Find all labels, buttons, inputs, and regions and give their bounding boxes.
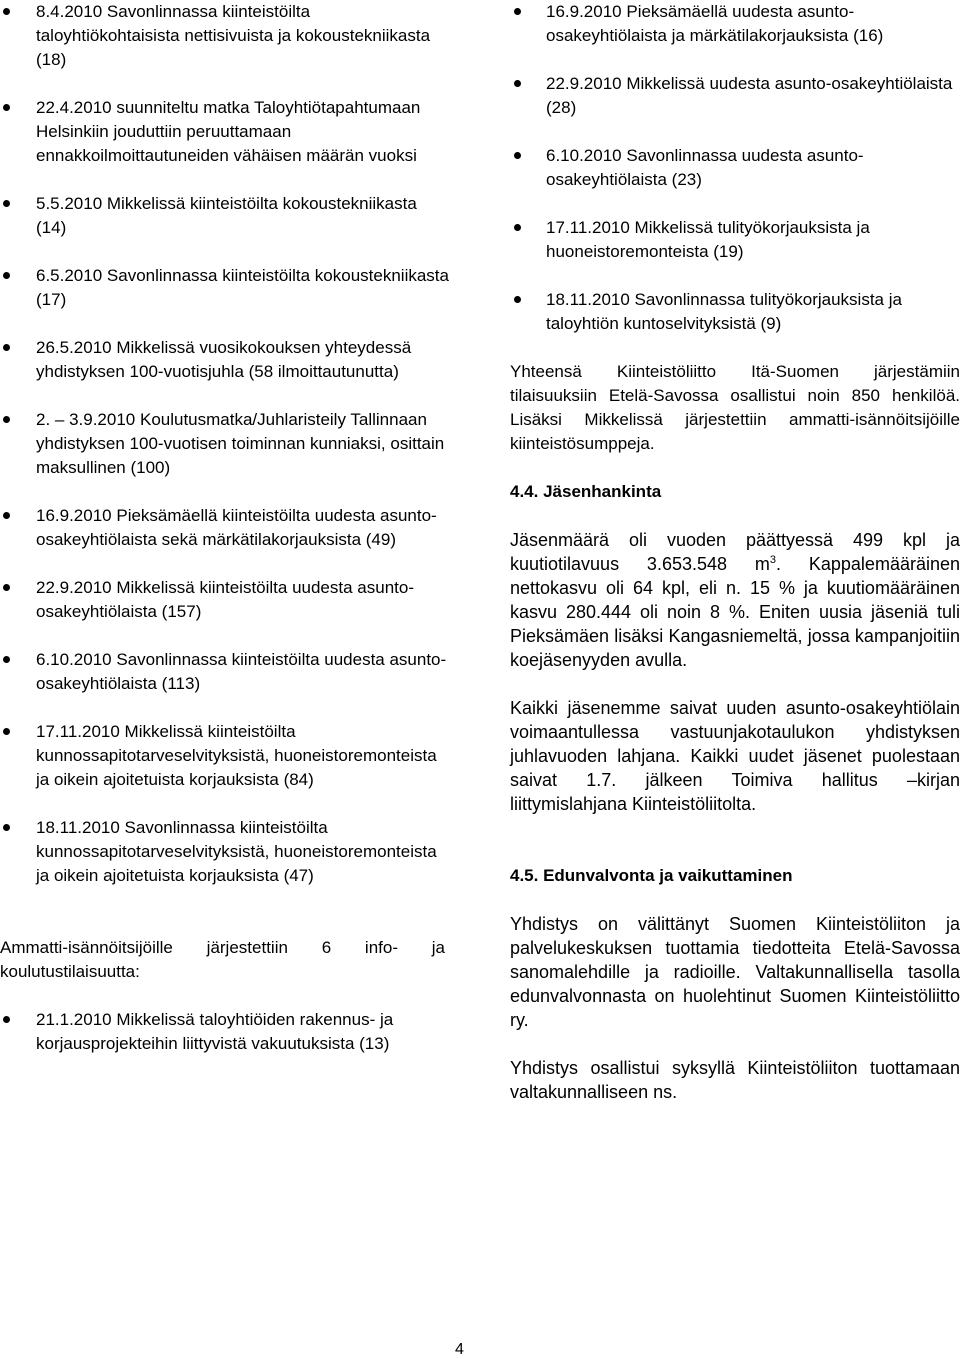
list-item: 26.5.2010 Mikkelissä vuosikokouksen yhteydessä yhdistyksen 100-vuotisjuhla (58 ilmoittautunutta) [0, 336, 450, 384]
list-item: 17.11.2010 Mikkelissä kiinteistöilta kunnossapitotarveselvityksistä, huoneistoremonteista ja oikein ajoitetuista korjauksista (84) [0, 720, 450, 792]
membership-text-start: Jäsenmäärä oli vuoden päättyessä 499 kpl ja kuutiotilavuus 3.653.548 m [510, 530, 960, 574]
training-intro-paragraph: Ammatti-isännöitsijöille järjestettiin 6 info- ja koulutustilaisuutta: [0, 938, 445, 981]
membership-paragraph [510, 528, 960, 672]
advocacy-paragraph-2: Yhdistys osallistui syksyllä Kiinteistöliiton tuottamaan valtakunnalliseen ns. [510, 1058, 960, 1102]
membership-text-end: . Kappalemääräinen nettokasvu oli 64 kpl, eli n. 15 % ja kuutiomääräinen kasvu 280.444 oli noin 8 %. Eniten uusia jäseniä tuli Pieksämäen lisäksi Kangasniemeltä, jossa kampanjoitiin koejäsenyyden avulla. [510, 554, 960, 670]
section-heading-advocacy: 4.5. Edunvalvonta ja vaikuttaminen [510, 866, 793, 885]
list-item: 2. – 3.9.2010 Koulutusmatka/Juhlaristeily Tallinnaan yhdistyksen 100-vuotisen toiminnan kunniaksi, osittain maksullinen (100) [0, 408, 450, 480]
list-item: 16.9.2010 Pieksämäellä uudesta asunto-osakeyhtiölaista ja märkätilakorjauksista (16) [510, 0, 960, 48]
training-list-left [0, 1008, 450, 1056]
list-item: 21.1.2010 Mikkelissä taloyhtiöiden rakennus- ja korjausprojekteihin liittyvistä vakuutuksista (13) [0, 1008, 450, 1056]
event-list-left [0, 0, 450, 888]
right-column [510, 0, 960, 1104]
list-item: 22.9.2010 Mikkelissä uudesta asunto-osakeyhtiölaista (28) [510, 72, 960, 120]
list-item: 8.4.2010 Savonlinnassa kiinteistöilta taloyhtiökohtaisista nettisivuista ja kokoustekniikasta (18) [0, 0, 450, 72]
list-item: 5.5.2010 Mikkelissä kiinteistöilta kokoustekniikasta (14) [0, 192, 450, 240]
training-list-right [510, 0, 960, 336]
section-heading-membership: 4.4. Jäsenhankinta [510, 482, 662, 501]
list-item: 22.9.2010 Mikkelissä kiinteistöilta uudesta asunto-osakeyhtiölaista (157) [0, 576, 450, 624]
list-item: 17.11.2010 Mikkelissä tulityökorjauksista ja huoneistoremonteista (19) [510, 216, 960, 264]
list-item: 22.4.2010 suunniteltu matka Taloyhtiötapahtumaan Helsinkiin jouduttiin peruuttamaan ennakkoilmoittautuneiden vähäisen määrän vuoksi [0, 96, 450, 168]
advocacy-paragraph: Yhdistys on välittänyt Suomen Kiinteistöliiton ja palvelukeskuksen tuottamia tiedotteita Etelä-Savossa sanomalehdille ja radioille. Valtakunnallisella tasolla edunvalvonnasta on huolehtinut Suomen Kiinteistöliitto ry. [510, 914, 960, 1030]
participation-summary: Yhteensä Kiinteistöliitto Itä-Suomen järjestämiin tilaisuuksiin Etelä-Savossa osallistui noin 850 henkilöä. Lisäksi Mikkelissä järjestettiin ammatti-isännöitsijöille kiinteistösumppeja. [510, 362, 960, 453]
page-number: 4 [455, 1341, 464, 1358]
list-item: 6.10.2010 Savonlinnassa kiinteistöilta uudesta asunto-osakeyhtiölaista (113) [0, 648, 450, 696]
list-item: 6.10.2010 Savonlinnassa uudesta asunto-osakeyhtiölaista (23) [510, 144, 960, 192]
list-item: 18.11.2010 Savonlinnassa tulityökorjauksista ja taloyhtiön kuntoselvityksistä (9) [510, 288, 960, 336]
left-column [0, 0, 450, 1056]
superscript-exponent: 3 [769, 554, 777, 566]
list-item: 6.5.2010 Savonlinnassa kiinteistöilta kokoustekniikasta (17) [0, 264, 450, 312]
list-item: 18.11.2010 Savonlinnassa kiinteistöilta kunnossapitotarveselvityksistä, huoneistoremonteista ja oikein ajoitetuista korjauksista (47) [0, 816, 450, 888]
list-item: 16.9.2010 Pieksämäellä kiinteistöilta uudesta asunto-osakeyhtiölaista sekä märkätilakorjauksista (49) [0, 504, 450, 552]
gifts-paragraph: Kaikki jäsenemme saivat uuden asunto-osakeyhtiölain voimaantullessa vastuunjakotaulukon yhdistyksen juhlavuoden lahjana. Kaikki uudet jäsenet puolestaan saivat 1.7. jälkeen Toimiva hallitus –kirjan liittymislahjana Kiinteistöliitolta. [510, 698, 960, 814]
